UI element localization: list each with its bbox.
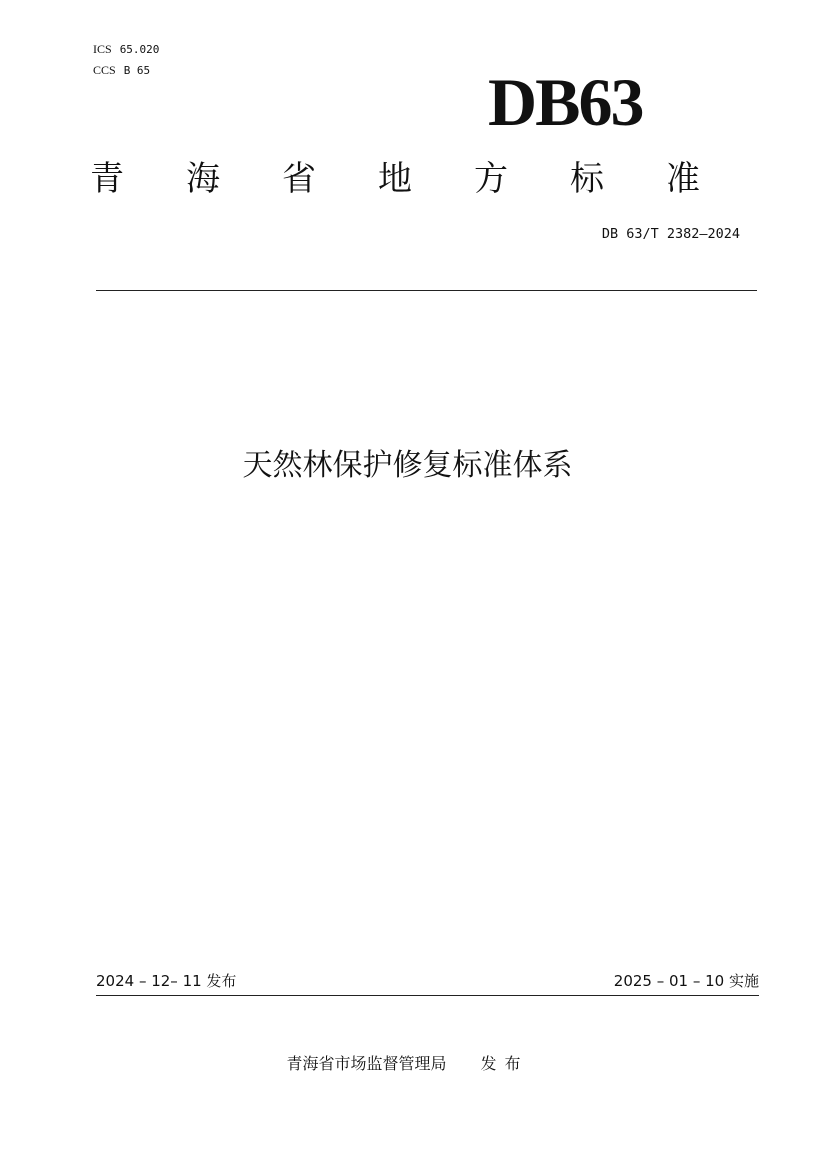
bottom-divider	[96, 995, 759, 996]
standard-code: DB 63/T 2382—2024	[601, 226, 740, 242]
standard-type-char: 准	[666, 159, 700, 199]
document-title: 天然林保护修复标准体系	[242, 448, 573, 483]
standard-type-heading	[90, 155, 700, 203]
ics-line	[93, 39, 159, 60]
standard-type-char: 地	[378, 159, 412, 199]
issuer-line	[0, 1052, 815, 1076]
implement-date: 2025 – 01 – 10 实施	[613, 972, 759, 990]
ccs-label: CCS	[93, 63, 116, 77]
issuer-action: 发布	[480, 1054, 529, 1073]
ics-code: 65.020	[119, 43, 160, 56]
issuer-name: 青海省市场监督管理局	[286, 1054, 447, 1073]
db63-logo: DB63	[488, 64, 643, 140]
standard-type-char: 省	[282, 159, 316, 199]
top-divider	[96, 290, 757, 291]
standard-type-char: 青	[90, 159, 124, 199]
standard-type-char: 方	[474, 159, 508, 199]
ics-label: ICS	[93, 42, 112, 56]
publish-date: 2024 – 12– 11 发布	[96, 972, 237, 990]
classification-codes	[93, 39, 159, 81]
standard-type-char: 标	[570, 159, 604, 199]
ccs-line	[93, 60, 159, 81]
standard-type-char: 海	[186, 159, 220, 199]
ccs-code: B 65	[123, 64, 151, 77]
